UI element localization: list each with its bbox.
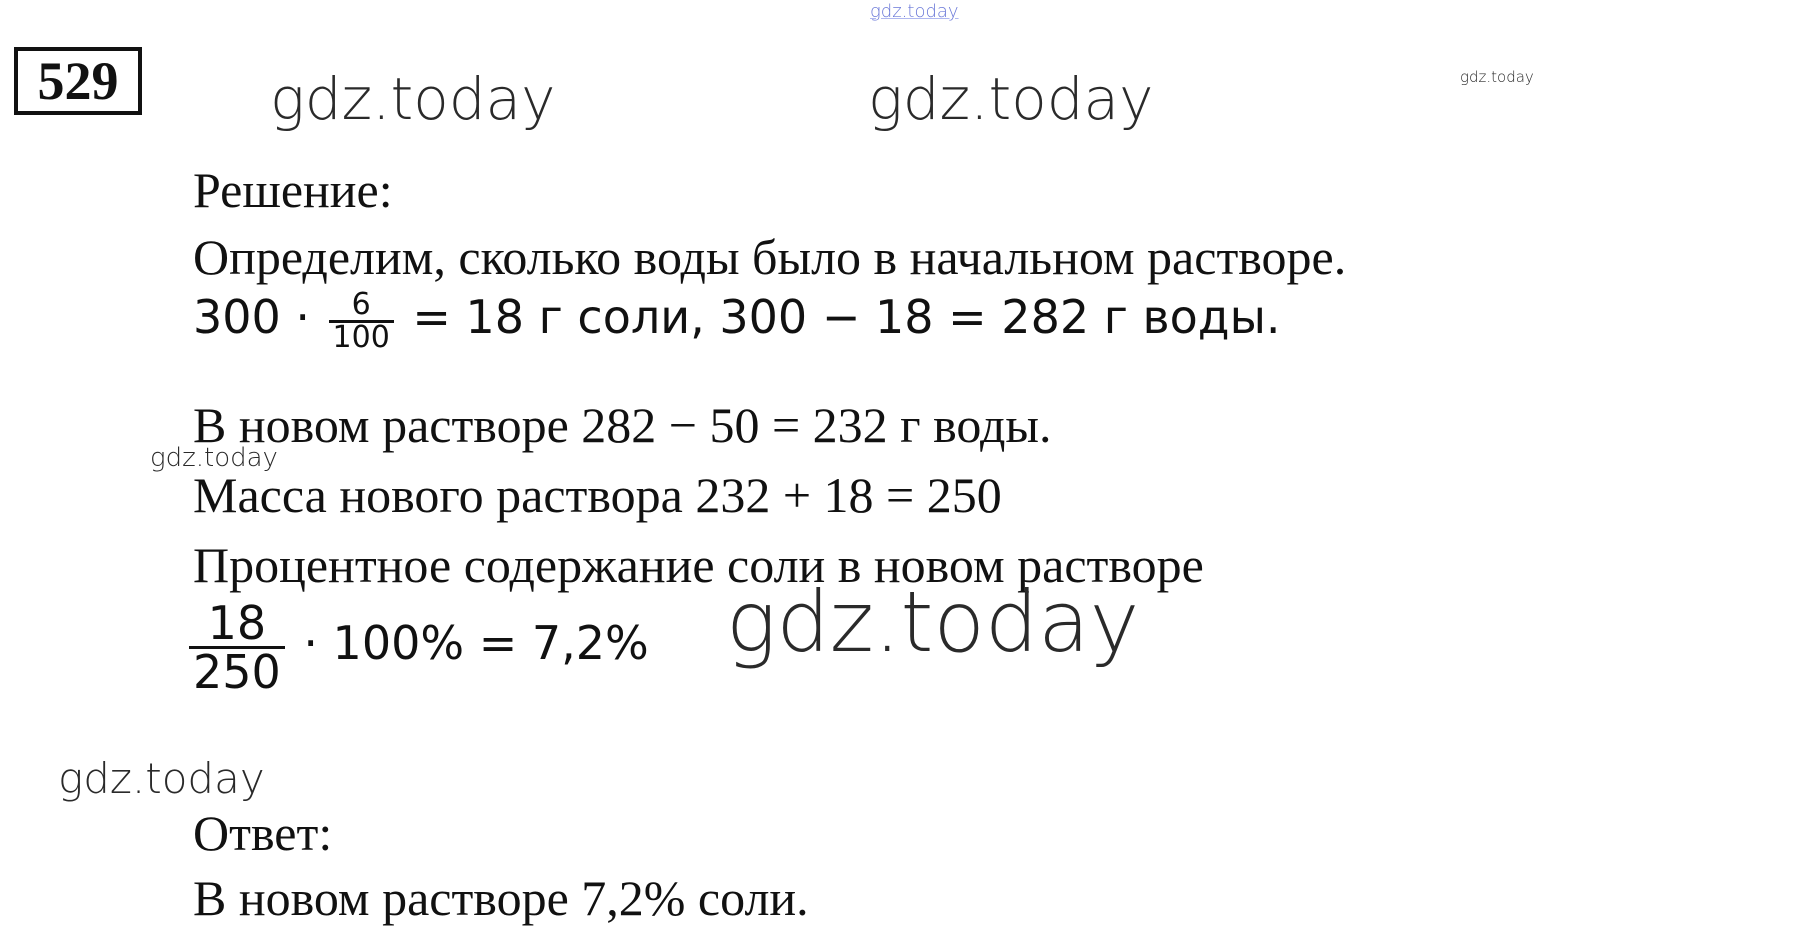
- answer-heading: Ответ:: [193, 805, 333, 861]
- fraction-numerator: 6: [329, 290, 394, 323]
- watermark-center: gdz.today: [868, 65, 1154, 133]
- fraction-numerator: 18: [189, 600, 285, 649]
- watermark-middle-huge: gdz.today: [726, 573, 1140, 671]
- fraction-denominator: 250: [193, 645, 281, 699]
- fraction-denominator: 100: [332, 320, 390, 355]
- watermark-left-lower: gdz.today: [58, 754, 265, 803]
- solution-line-5: Процентное содержание соли в новом растворе: [193, 537, 1204, 593]
- solution-line-1: Определим, сколько воды было в начальном растворе.: [193, 229, 1347, 285]
- fraction-6-100: [329, 287, 394, 355]
- watermark-top-right: gdz.today: [1460, 68, 1534, 86]
- solution-line-3: В новом растворе 282 − 50 = 232 г воды.: [193, 397, 1052, 453]
- answer-text: В новом растворе 7,2% соли.: [193, 870, 809, 926]
- solution-line-6: [193, 596, 649, 699]
- solution-line-2: [193, 287, 1281, 355]
- fraction-18-250: [189, 596, 285, 699]
- equation-tail: = 18 г соли, 300 − 18 = 282 г воды.: [412, 289, 1281, 344]
- solution-line-4: Масса нового раствора 232 + 18 = 250: [193, 467, 1002, 523]
- watermark-left-mid: gdz.today: [150, 443, 278, 473]
- watermark-left: gdz.today: [270, 65, 556, 133]
- equation-tail: · 100% = 7,2%: [303, 615, 649, 670]
- problem-number: 529: [14, 47, 142, 115]
- equation-lead: 300 ·: [193, 289, 311, 344]
- watermark-top: gdz.today: [870, 1, 959, 22]
- solution-heading: Решение:: [193, 162, 393, 218]
